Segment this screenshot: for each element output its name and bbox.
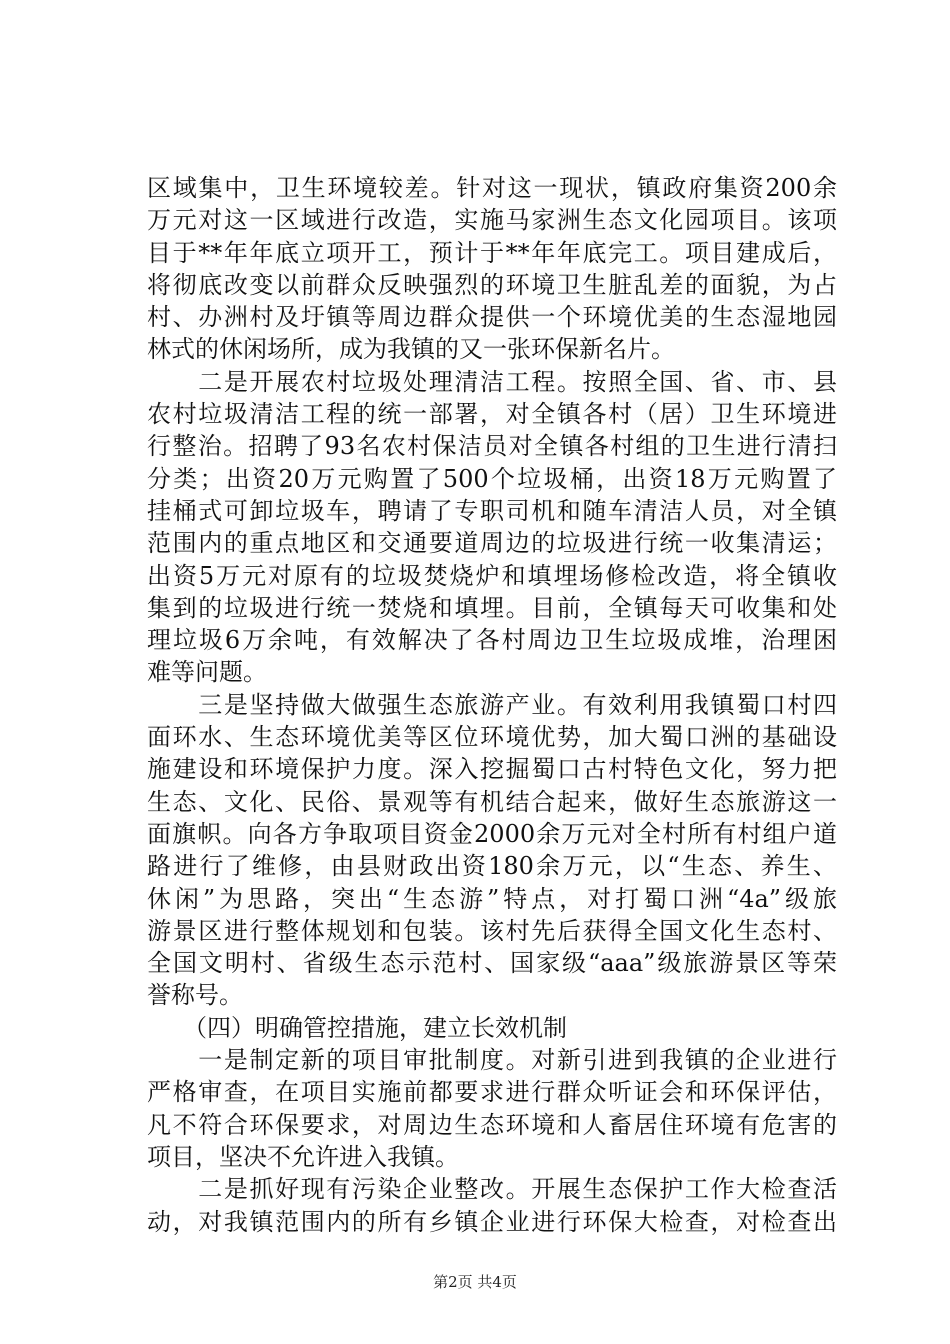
text-line: 二是抓好现有污染企业整改。开展生态保护工作大检查活 <box>147 1175 837 1204</box>
text-line: 将彻底改变以前群众反映强烈的环境卫生脏乱差的面貌，为占 <box>147 270 837 299</box>
text-line: 集到的垃圾进行统一焚烧和填埋。目前，全镇每天可收集和处 <box>147 593 837 622</box>
text-line: 项目，坚决不允许进入我镇。 <box>147 1142 459 1171</box>
text-line: 游景区进行整体规划和包装。该村先后获得全国文化生态村、 <box>147 916 837 945</box>
text-line: 全国文明村、省级生态示范村、国家级“aaa”级旅游景区等荣 <box>147 949 837 978</box>
text-line: 目于**年年底立项开工，预计于**年年底完工。项目建成后， <box>147 238 837 267</box>
text-line: 生态、文化、民俗、景观等有机结合起来，做好生态旅游这一 <box>147 787 837 816</box>
text-line: 休闲”为思路，突出“生态游”特点，对打蜀口洲“4a”级旅 <box>147 884 837 913</box>
text-line: 誉称号。 <box>147 981 243 1010</box>
text-line: 二是开展农村垃圾处理清洁工程。按照全国、省、市、县 <box>147 367 837 396</box>
text-line: 凡不符合环保要求，对周边生态环境和人畜居住环境有危害的 <box>147 1110 837 1139</box>
text-line: 施建设和环境保护力度。深入挖掘蜀口古村特色文化，努力把 <box>147 755 837 784</box>
text-line: 行整治。招聘了93名农村保洁员对全镇各村组的卫生进行清扫 <box>147 432 837 461</box>
text-line: 分类；出资20万元购置了500个垃圾桶，出资18万元购置了 <box>147 464 837 493</box>
text-line: 万元对这一区域进行改造，实施马家洲生态文化园项目。该项 <box>147 206 837 235</box>
text-line: 面环水、生态环境优美等区位环境优势，加大蜀口洲的基础设 <box>147 723 837 752</box>
text-line: 一是制定新的项目审批制度。对新引进到我镇的企业进行 <box>147 1046 837 1075</box>
text-line: 动，对我镇范围内的所有乡镇企业进行环保大检查，对检查出 <box>147 1207 837 1236</box>
text-line: 林式的休闲场所，成为我镇的又一张环保新名片。 <box>147 335 675 364</box>
text-line: 面旗帜。向各方争取项目资金2000余万元对全村所有村组户道 <box>147 819 837 848</box>
text-line: 理垃圾6万余吨，有效解决了各村周边卫生垃圾成堆，治理困 <box>147 626 837 655</box>
section-heading: （四）明确管控措施，建立长效机制 <box>147 1013 567 1042</box>
text-line: 农村垃圾清洁工程的统一部署，对全镇各村（居）卫生环境进 <box>147 400 837 429</box>
text-line: 村、办洲村及圩镇等周边群众提供一个环境优美的生态湿地园 <box>147 303 837 332</box>
text-line: 区域集中，卫生环境较差。针对这一现状，镇政府集资200余 <box>147 174 837 202</box>
text-line: 难等问题。 <box>147 658 267 687</box>
body-text <box>147 172 837 1238</box>
text-line: 严格审查，在项目实施前都要求进行群众听证会和环保评估， <box>147 1078 837 1107</box>
text-line: 三是坚持做大做强生态旅游产业。有效利用我镇蜀口村四 <box>147 690 837 719</box>
text-line: 范围内的重点地区和交通要道周边的垃圾进行统一收集清运； <box>147 529 837 558</box>
page-number-footer: 第2页 共4页 <box>433 1273 517 1291</box>
text-line: 出资5万元对原有的垃圾焚烧炉和填埋场修检改造，将全镇收 <box>147 561 837 590</box>
text-line: 挂桶式可卸垃圾车，聘请了专职司机和随车清洁人员，对全镇 <box>147 496 837 525</box>
text-line: 路进行了维修，由县财政出资180余万元，以“生态、养生、 <box>147 852 837 881</box>
